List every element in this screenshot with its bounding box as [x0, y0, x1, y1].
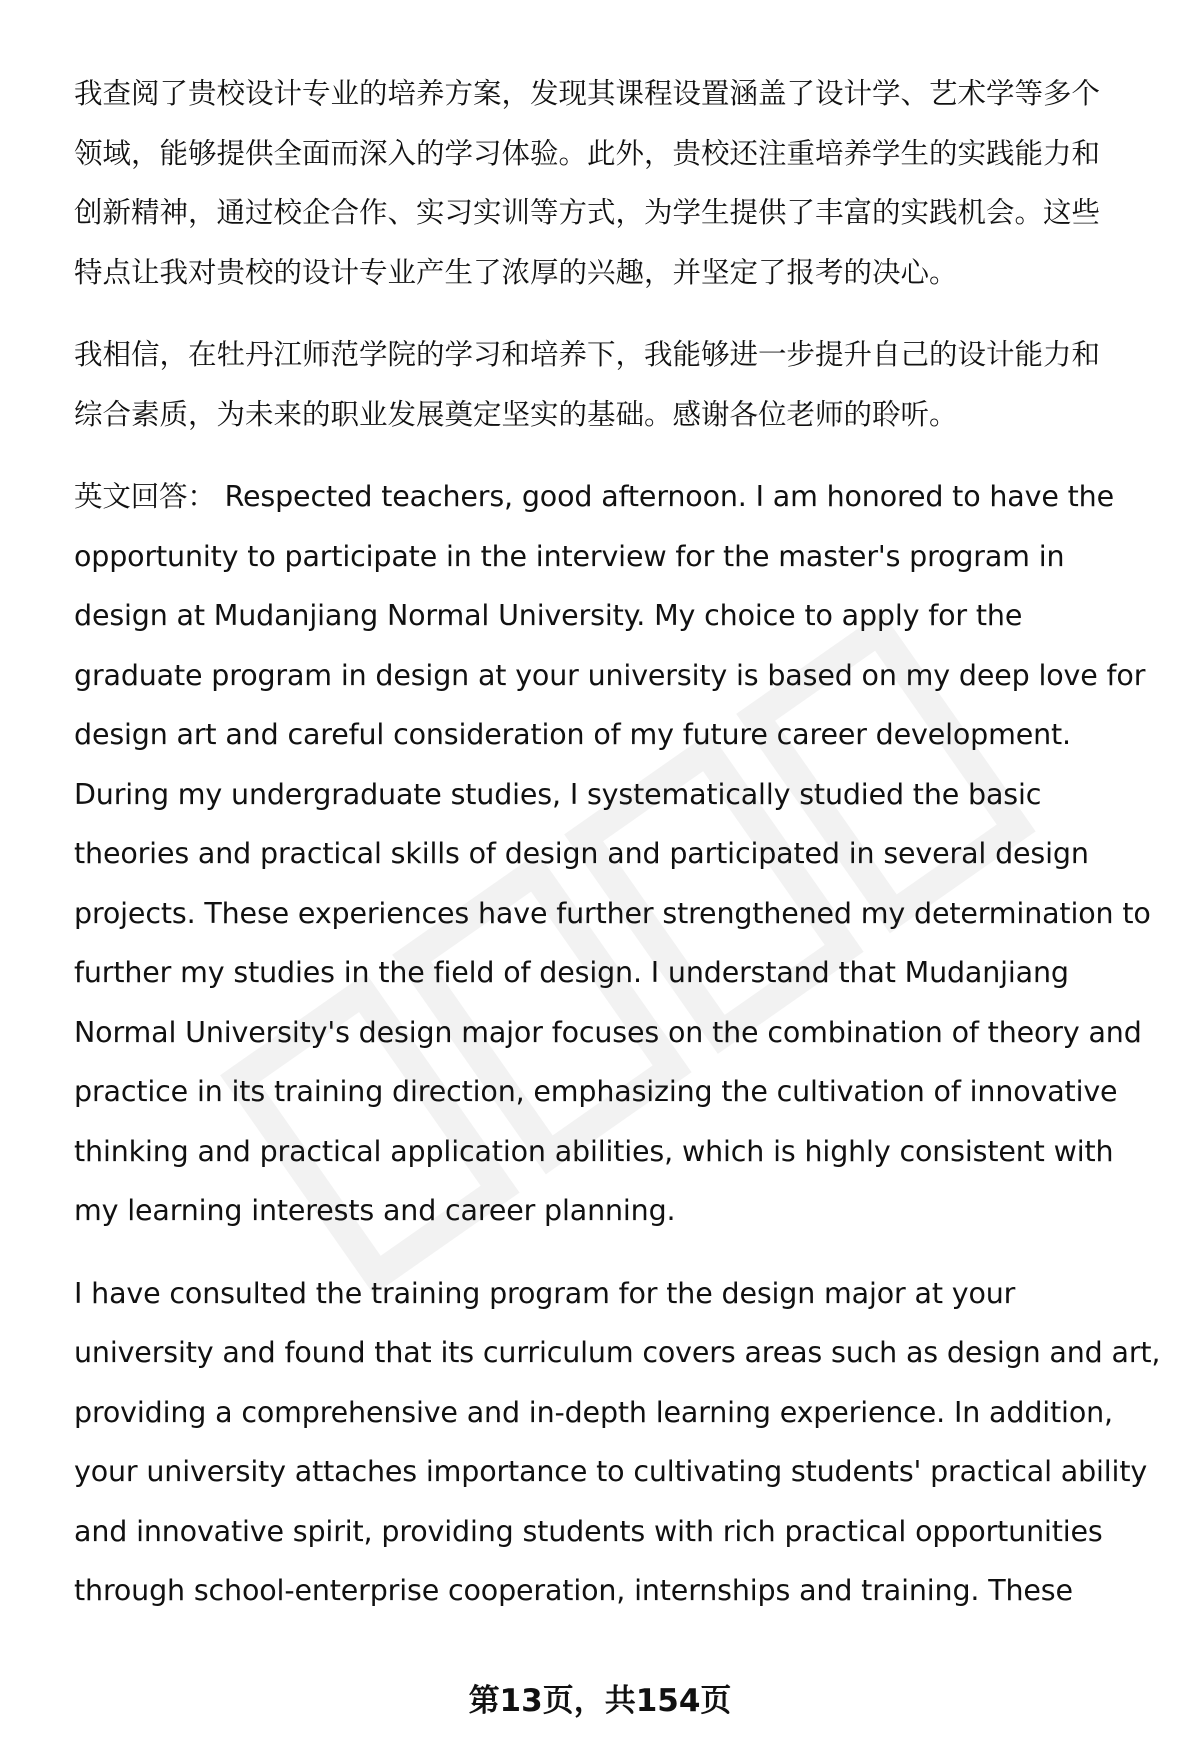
- text-line: design art and careful consideration of my future career development.: [74, 718, 1071, 751]
- text-line: 英文回答： Respected teachers, good afternoon. I am honored to have the: [74, 480, 1114, 513]
- text-line: and innovative spirit, providing students with rich practical opportunities: [74, 1514, 1103, 1548]
- text-line: graduate program in design at your university is based on my deep love for: [74, 658, 1146, 692]
- page-number: 第13页，共154页: [468, 1683, 732, 1719]
- text-line: through school-enterprise cooperation, internships and training. These: [74, 1574, 1073, 1607]
- text-line: 我相信，在牡丹江师范学院的学习和培养下，我能够进一步提升自己的设计能力和: [74, 338, 1101, 371]
- text-line: your university attaches importance to cultivating students' practical ability: [74, 1455, 1148, 1488]
- text-line: 创新精神，通过校企合作、实习实训等方式，为学生提供了丰富的实践机会。这些: [74, 196, 1101, 229]
- text-line: 领域，能够提供全面而深入的学习体验。此外，贵校还注重培养学生的实践能力和: [74, 136, 1101, 170]
- text-line: further my studies in the field of design. I understand that Mudanjiang: [74, 956, 1069, 989]
- text-line: practice in its training direction, emphasizing the cultivation of innovative: [74, 1075, 1118, 1108]
- paragraph-curriculum-en: [74, 1264, 1161, 1621]
- paragraph-english-answer: [74, 467, 1154, 1241]
- paragraph-conclusion-zh: [74, 325, 1154, 444]
- text-line: thinking and practical application abilities, which is highly consistent with: [74, 1134, 1114, 1168]
- text-line: 特点让我对贵校的设计专业产生了浓厚的兴趣，并坚定了报考的决心。: [74, 255, 958, 289]
- text-line: design at Mudanjiang Normal University. My choice to apply for the: [74, 599, 1023, 632]
- text-line: I have consulted the training program for the design major at your: [74, 1276, 1016, 1310]
- text-line: my learning interests and career planning.: [74, 1194, 676, 1227]
- text-line: theories and practical skills of design and participated in several design: [74, 837, 1089, 870]
- text-line: projects. These experiences have further strengthened my determination to: [74, 896, 1151, 930]
- text-line: 综合素质，为未来的职业发展奠定坚实的基础。感谢各位老师的聆听。: [74, 397, 958, 431]
- text-line: opportunity to participate in the interview for the master's program in: [74, 539, 1065, 573]
- text-line: providing a comprehensive and in-depth learning experience. In addition,: [74, 1395, 1113, 1429]
- text-line: university and found that its curriculum covers areas such as design and art,: [74, 1336, 1161, 1369]
- text-line: Normal University's design major focuses on the combination of theory and: [74, 1015, 1142, 1049]
- text-line: 我查阅了贵校设计专业的培养方案，发现其课程设置涵盖了设计学、艺术学等多个: [74, 77, 1101, 110]
- paragraph-curriculum-zh: [74, 64, 1154, 302]
- document-body: [74, 64, 1161, 1644]
- text-line: During my undergraduate studies, I systematically studied the basic: [74, 777, 1042, 811]
